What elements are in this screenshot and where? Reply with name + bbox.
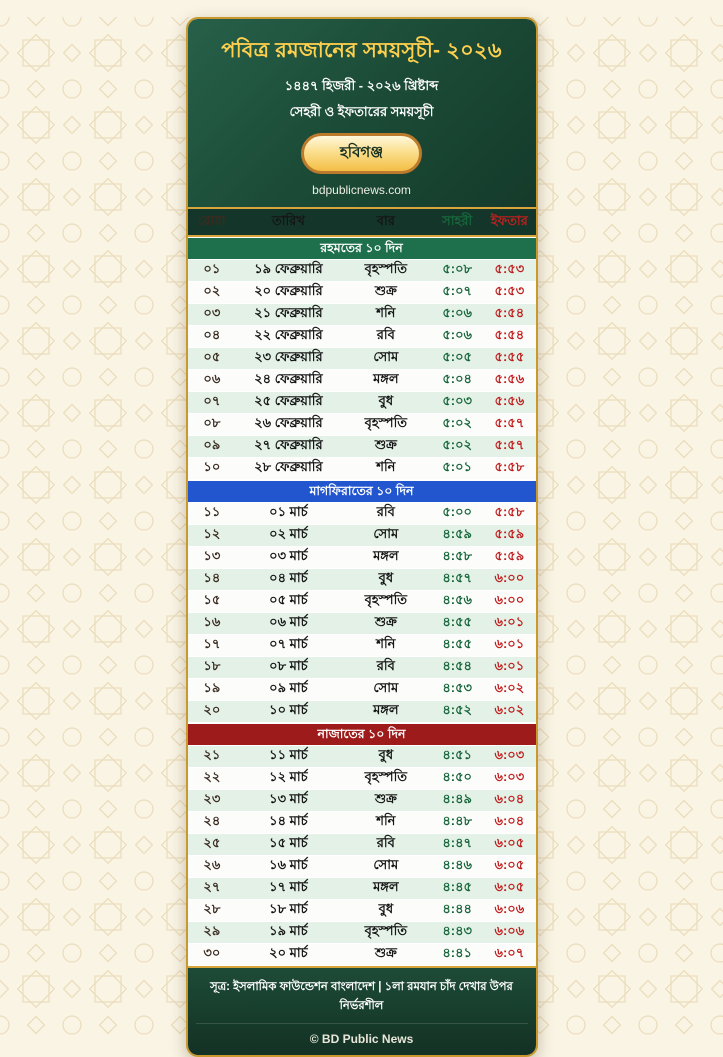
column-header-sahri: সাহরী	[442, 212, 473, 228]
iftar-cell: ৬:০৫	[494, 835, 525, 850]
roza-cell: ১৭	[203, 636, 221, 651]
iftar-cell: ৬:০৫	[494, 857, 525, 872]
roza-cell: ০৯	[203, 437, 221, 452]
iftar-cell: ৫:৫৯	[494, 548, 525, 563]
date-cell: ২০ ফেব্রুয়ারি	[254, 283, 323, 298]
roza-cell: ১১	[203, 504, 221, 519]
iftar-cell: ৬:০৪	[494, 813, 525, 828]
roza-cell: ০৬	[203, 371, 221, 386]
table-row	[188, 458, 536, 480]
date-cell: ০৬ মার্চ	[269, 614, 308, 629]
roza-cell: ১০	[203, 459, 221, 474]
table-row	[188, 503, 536, 525]
table-row	[188, 260, 536, 282]
table-row	[188, 768, 536, 790]
date-cell: ২৭ ফেব্রুয়ারি	[254, 437, 323, 452]
date-cell: ০২ মার্চ	[269, 526, 308, 541]
day-cell: সোম	[373, 349, 399, 364]
roza-cell: ০৮	[203, 415, 221, 430]
day-cell: সোম	[373, 526, 399, 541]
date-cell: ১৩ মার্চ	[269, 791, 308, 806]
day-cell: মঙ্গল	[373, 702, 399, 717]
iftar-cell: ৫:৫৪	[494, 327, 525, 342]
roza-cell: ১৮	[203, 658, 221, 673]
district-button[interactable]: হবিগঞ্জ	[301, 133, 422, 174]
table-row	[188, 370, 536, 392]
column-header-roza: রোযা	[198, 212, 226, 228]
sahri-cell: ৫:০১	[442, 459, 472, 474]
day-cell: শুক্র	[374, 791, 397, 806]
date-cell: ১৯ মার্চ	[269, 923, 308, 938]
date-cell: ২৫ ফেব্রুয়ারি	[254, 393, 323, 408]
day-cell: শুক্র	[374, 614, 397, 629]
sahri-cell: ৫:০৬	[442, 327, 472, 342]
date-cell: ১৭ মার্চ	[269, 879, 308, 894]
date-cell: ১৬ মার্চ	[269, 857, 308, 872]
day-cell: বুধ	[378, 393, 394, 408]
iftar-cell: ৬:০০	[494, 570, 525, 585]
iftar-cell: ৫:৫৫	[494, 349, 525, 364]
section-header-1: মাগফিরাতের ১০ দিন	[188, 480, 536, 503]
roza-cell: ২৬	[203, 857, 221, 872]
table-row	[188, 392, 536, 414]
table-row	[188, 326, 536, 348]
table-row	[188, 878, 536, 900]
iftar-cell: ৬:০৭	[494, 945, 525, 960]
roza-cell: ১৫	[203, 592, 221, 607]
date-cell: ১২ মার্চ	[269, 769, 308, 784]
roza-cell: ০২	[203, 283, 221, 298]
table-row	[188, 812, 536, 834]
date-cell: ২৩ ফেব্রুয়ারি	[254, 349, 323, 364]
sahri-cell: ৪:৫৮	[442, 548, 472, 563]
date-cell: ২২ ফেব্রুয়ারি	[254, 327, 323, 342]
sahri-cell: ৪:৪১	[442, 945, 472, 960]
table-row	[188, 569, 536, 591]
table-row	[188, 282, 536, 304]
roza-cell: ৩০	[203, 945, 221, 960]
date-cell: ১৪ মার্চ	[269, 813, 308, 828]
iftar-cell: ৫:৫৭	[494, 415, 525, 430]
copyright-text: © BD Public News	[309, 1032, 414, 1046]
roza-cell: ১৬	[203, 614, 221, 629]
roza-cell: ২০	[203, 702, 221, 717]
iftar-cell: ৬:০৩	[494, 747, 525, 762]
day-cell: বুধ	[378, 901, 394, 916]
roza-cell: ২৩	[203, 791, 221, 806]
hijri-year-subtitle: ১৪৪৭ হিজরী - ২০২৬ খ্রিষ্টাব্দ	[284, 78, 439, 93]
date-cell: ১৮ মার্চ	[269, 901, 308, 916]
table-row	[188, 679, 536, 701]
date-cell: ২০ মার্চ	[269, 945, 308, 960]
roza-cell: ১৪	[203, 570, 221, 585]
date-cell: ২৮ ফেব্রুয়ারি	[254, 459, 323, 474]
day-cell: বৃহস্পতি	[364, 769, 408, 784]
day-cell: বুধ	[378, 747, 394, 762]
day-cell: শনি	[376, 636, 396, 651]
date-cell: ০১ মার্চ	[269, 504, 308, 519]
sahri-cell: ৪:৪৮	[442, 813, 472, 828]
iftar-cell: ৫:৫৩	[494, 283, 525, 298]
sahri-cell: ৪:৫৭	[442, 570, 472, 585]
iftar-cell: ৫:৫৮	[494, 504, 525, 519]
iftar-cell: ৬:০৪	[494, 791, 525, 806]
table-row	[188, 635, 536, 657]
ramadan-schedule-card	[186, 17, 538, 1057]
iftar-cell: ৬:০৫	[494, 879, 525, 894]
roza-cell: ০৭	[203, 393, 221, 408]
sahri-cell: ৪:৪৯	[442, 791, 472, 806]
table-row	[188, 304, 536, 326]
page-title: পবিত্র রমজানের সময়সূচী- ২০২৬	[221, 39, 502, 62]
website-url: bdpublicnews.com	[312, 183, 411, 197]
date-cell: ০৪ মার্চ	[269, 570, 308, 585]
iftar-cell: ৫:৫৭	[494, 437, 525, 452]
day-cell: মঙ্গল	[373, 548, 399, 563]
day-cell: মঙ্গল	[373, 879, 399, 894]
sahri-cell: ৫:০২	[442, 437, 472, 452]
day-cell: রবি	[376, 504, 395, 519]
day-cell: শুক্র	[374, 945, 397, 960]
schedule-subtitle: সেহরী ও ইফতারের সময়সূচী	[289, 104, 434, 119]
roza-cell: ১৯	[203, 680, 221, 695]
table-row	[188, 547, 536, 569]
sahri-cell: ৪:৪৫	[442, 879, 472, 894]
day-cell: রবি	[376, 658, 395, 673]
sahri-cell: ৫:০৭	[442, 283, 472, 298]
iftar-cell: ৫:৫৪	[494, 305, 525, 320]
sahri-cell: ৫:০২	[442, 415, 472, 430]
card-footer	[188, 966, 536, 1055]
roza-cell: ০৩	[203, 305, 221, 320]
table-row	[188, 348, 536, 370]
iftar-cell: ৬:০২	[494, 702, 525, 717]
sahri-cell: ৪:৪৪	[442, 901, 472, 916]
iftar-cell: ৬:০০	[494, 592, 525, 607]
date-cell: ০৭ মার্চ	[269, 636, 308, 651]
date-cell: ১১ মার্চ	[269, 747, 308, 762]
roza-cell: ২২	[203, 769, 221, 784]
sahri-cell: ৪:৪৩	[442, 923, 472, 938]
roza-cell: ২৪	[203, 813, 221, 828]
day-cell: শনি	[376, 305, 396, 320]
table-row	[188, 922, 536, 944]
day-cell: বৃহস্পতি	[364, 923, 408, 938]
iftar-cell: ৬:০১	[494, 658, 525, 673]
sahri-cell: ৪:৫৯	[442, 526, 472, 541]
day-cell: রবি	[376, 835, 395, 850]
iftar-cell: ৬:০৬	[494, 923, 525, 938]
roza-cell: ১৩	[203, 548, 221, 563]
column-header-iftar: ইফতার	[490, 212, 528, 228]
date-cell: ১০ মার্চ	[269, 702, 308, 717]
iftar-cell: ৬:০২	[494, 680, 525, 695]
table-row	[188, 790, 536, 812]
iftar-cell: ৫:৫৩	[494, 261, 525, 276]
sahri-cell: ৪:৫০	[442, 769, 472, 784]
date-cell: ২৬ ফেব্রুয়ারি	[254, 415, 323, 430]
roza-cell: ২৯	[203, 923, 221, 938]
sahri-cell: ৫:০৬	[442, 305, 472, 320]
table-row	[188, 414, 536, 436]
date-cell: ০৫ মার্চ	[269, 592, 308, 607]
day-cell: সোম	[373, 857, 399, 872]
table-row	[188, 900, 536, 922]
roza-cell: ০৫	[203, 349, 221, 364]
roza-cell: ০৪	[203, 327, 221, 342]
roza-cell: ২১	[203, 747, 221, 762]
day-cell: মঙ্গল	[373, 371, 399, 386]
sahri-cell: ৪:৪৭	[442, 835, 472, 850]
date-cell: ২১ ফেব্রুয়ারি	[254, 305, 323, 320]
iftar-cell: ৬:০৩	[494, 769, 525, 784]
table-row	[188, 436, 536, 458]
table-row	[188, 944, 536, 966]
table-row	[188, 657, 536, 679]
table-header-row	[188, 207, 536, 237]
date-cell: ০৮ মার্চ	[269, 658, 308, 673]
date-cell: ১৯ ফেব্রুয়ারি	[254, 261, 323, 276]
table-row	[188, 613, 536, 635]
iftar-cell: ৬:০১	[494, 636, 525, 651]
sahri-cell: ৪:৫৬	[442, 592, 472, 607]
day-cell: শনি	[376, 813, 396, 828]
sahri-cell: ৫:০৩	[442, 393, 472, 408]
table-row	[188, 856, 536, 878]
iftar-cell: ৫:৫৬	[494, 393, 525, 408]
iftar-cell: ৫:৫৮	[494, 459, 525, 474]
day-cell: শনি	[376, 459, 396, 474]
day-cell: বৃহস্পতি	[364, 415, 408, 430]
table-row	[188, 591, 536, 613]
section-header-0: রহমতের ১০ দিন	[188, 237, 536, 260]
column-header-date: তারিখ	[271, 212, 305, 228]
roza-cell: ০১	[203, 261, 221, 276]
section-header-2: নাজাতের ১০ দিন	[188, 723, 536, 746]
sahri-cell: ৪:৫৫	[442, 614, 472, 629]
day-cell: শুক্র	[374, 283, 397, 298]
sahri-cell: ৫:০৫	[442, 349, 472, 364]
sahri-cell: ৪:৫৪	[442, 658, 472, 673]
card-header	[188, 19, 536, 207]
table-row	[188, 525, 536, 547]
day-cell: শুক্র	[374, 437, 397, 452]
day-cell: বৃহস্পতি	[364, 261, 408, 276]
sahri-cell: ৪:৫১	[442, 747, 472, 762]
date-cell: ০৯ মার্চ	[269, 680, 308, 695]
table-row	[188, 746, 536, 768]
sahri-cell: ৪:৫৫	[442, 636, 472, 651]
date-cell: ২৪ ফেব্রুয়ারি	[254, 371, 323, 386]
table-body	[188, 237, 536, 966]
date-cell: ১৫ মার্চ	[269, 835, 308, 850]
day-cell: বুধ	[378, 570, 394, 585]
day-cell: সোম	[373, 680, 399, 695]
date-cell: ০৩ মার্চ	[269, 548, 308, 563]
iftar-cell: ৫:৫৯	[494, 526, 525, 541]
day-cell: বৃহস্পতি	[364, 592, 408, 607]
table-row	[188, 701, 536, 723]
sahri-cell: ৫:০৪	[442, 371, 472, 386]
column-header-day: বার	[376, 212, 395, 228]
roza-cell: ২৭	[203, 879, 221, 894]
day-cell: রবি	[376, 327, 395, 342]
roza-cell: ২৮	[203, 901, 221, 916]
table-row	[188, 834, 536, 856]
roza-cell: ১২	[203, 526, 221, 541]
roza-cell: ২৫	[203, 835, 221, 850]
sahri-cell: ৪:৫৩	[442, 680, 472, 695]
sahri-cell: ৫:০০	[442, 504, 472, 519]
sahri-cell: ৪:৫২	[442, 702, 472, 717]
sahri-cell: ৫:০৮	[442, 261, 472, 276]
sahri-cell: ৪:৪৬	[442, 857, 472, 872]
iftar-cell: ৫:৫৬	[494, 371, 525, 386]
iftar-cell: ৬:০৬	[494, 901, 525, 916]
iftar-cell: ৬:০১	[494, 614, 525, 629]
source-note: সূত্র: ইসলামিক ফাউন্ডেশন বাংলাদেশ | ১লা রমযান চাঁদ দেখার উপর নির্ভরশীল	[196, 973, 528, 1024]
